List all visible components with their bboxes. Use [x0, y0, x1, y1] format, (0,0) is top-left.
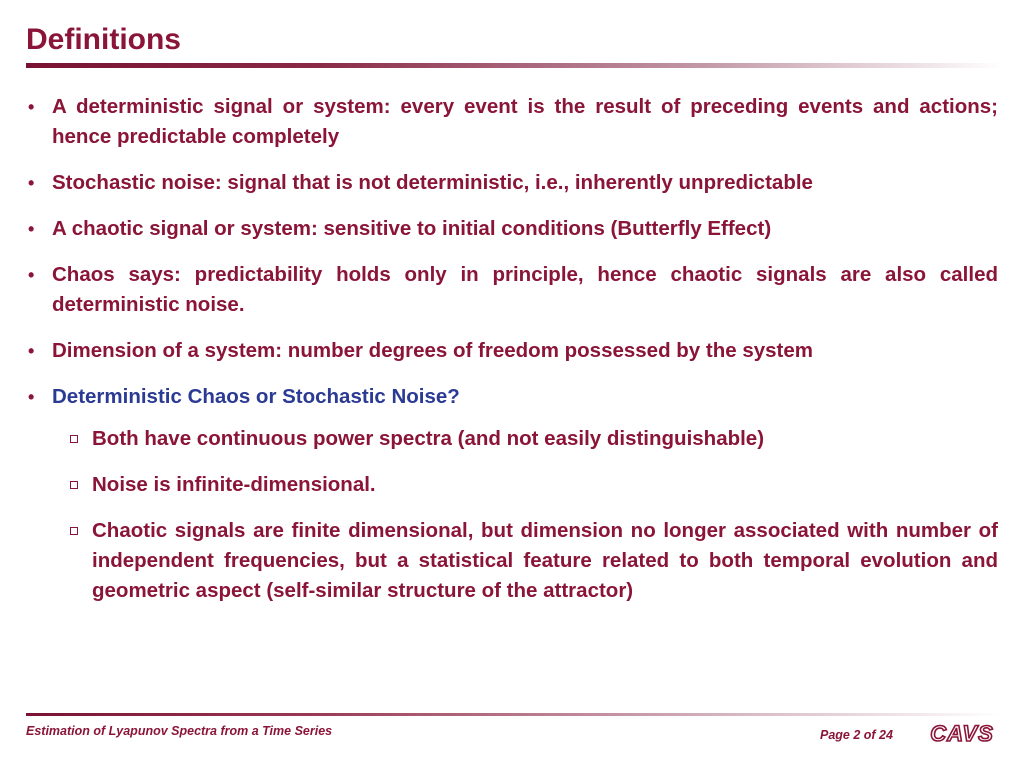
bullet-marker: • [28, 219, 35, 239]
bullet-item [26, 260, 998, 320]
sub-bullet-item [26, 516, 998, 606]
bullet-marker: • [28, 265, 35, 285]
logo-text: CAVS [930, 721, 994, 746]
bullet-text: Stochastic noise: signal that is not deterministic, i.e., inherently unpredictable [52, 171, 813, 194]
bullet-marker: • [28, 387, 35, 407]
sub-bullet-text: Both have continuous power spectra (and not easily distinguishable) [92, 427, 765, 450]
bullet-text: Chaos says: predictability holds only in principle, hence chaotic signals are also called deterministic noise. [52, 263, 998, 316]
sub-bullet-list [26, 424, 998, 606]
bullet-text: A deterministic signal or system: every event is the result of preceding events and actions; hence predictable completely [52, 95, 998, 148]
bullet-text: A chaotic signal or system: sensitive to initial conditions (Butterfly Effect) [52, 217, 772, 240]
bullet-item [26, 168, 998, 198]
bullet-marker: • [28, 97, 35, 117]
bullet-text: Dimension of a system: number degrees of freedom possessed by the system [52, 339, 814, 362]
cavs-logo [924, 719, 1000, 747]
footer-divider [26, 713, 1002, 716]
bullet-text-highlight: Deterministic Chaos or Stochastic Noise? [52, 385, 460, 408]
cavs-logo-graphic [924, 719, 1000, 747]
bullet-item [26, 92, 998, 152]
presentation-title: Estimation of Lyapunov Spectra from a Time Series [26, 724, 333, 738]
bullet-marker: • [28, 341, 35, 361]
bullet-item-question [26, 382, 998, 412]
sub-bullet-text: Chaotic signals are finite dimensional, but dimension no longer associated with number of independent frequencies, but a statistical feature related to both temporal evolution and geometric aspect (self-similar structure of the attractor) [92, 519, 998, 602]
title-divider [26, 63, 1002, 68]
sub-bullet-item [26, 424, 998, 454]
square-bullet-icon [70, 527, 78, 535]
sub-bullet-item [26, 470, 998, 500]
bullet-item [26, 214, 998, 244]
slide-title: Definitions [26, 23, 181, 56]
slide-body [26, 92, 998, 622]
bullet-item [26, 336, 998, 366]
page-number: Page 2 of 24 [820, 728, 893, 742]
sub-bullet-text: Noise is infinite-dimensional. [92, 473, 376, 496]
square-bullet-icon [70, 435, 78, 443]
square-bullet-icon [70, 481, 78, 489]
bullet-list [26, 92, 998, 412]
bullet-marker: • [28, 173, 35, 193]
